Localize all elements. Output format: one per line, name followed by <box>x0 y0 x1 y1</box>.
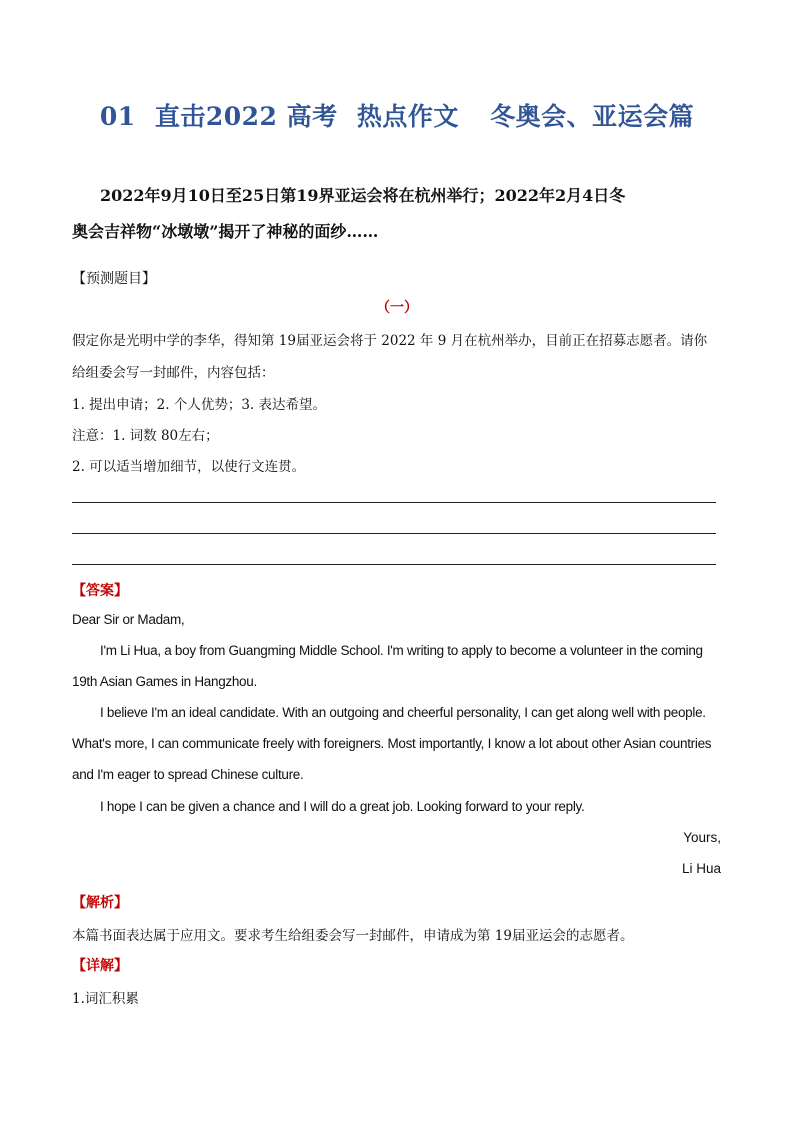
intro-line-1: 2022年9月10日至25日第19界亚运会将在杭州举行；2022年2月4日冬 <box>100 186 626 205</box>
letter-p1-line-2: 19th Asian Games in Hangzhou. <box>72 674 257 689</box>
answer-line-3 <box>72 564 716 565</box>
letter-closing: Yours, <box>683 830 721 845</box>
prompt-line-2: 给组委会写一封邮件，内容包括： <box>72 365 275 381</box>
letter-salutation: Dear Sir or Madam, <box>72 612 185 627</box>
title-part-3: 冬奥会、亚运会篇 <box>490 102 695 131</box>
answer-line-2 <box>72 533 716 534</box>
letter-p2-line-3: and I'm eager to spread Chinese culture. <box>72 767 304 782</box>
section-label-answer: 【答案】 <box>72 583 128 599</box>
letter-p3-line-1: I hope I can be given a chance and I will do a great job. Looking forward to your reply. <box>100 799 585 814</box>
detail-item-1: 1.词汇积累 <box>72 991 139 1007</box>
letter-p1-line-1: I'm Li Hua, a boy from Guangming Middle School. I'm writing to apply to become a volunteer in the coming <box>100 643 703 658</box>
prompt-line-4: 注意：1. 词数 80左右； <box>72 428 219 444</box>
title-part-1: 直击2022 高考 <box>154 102 338 131</box>
intro-paragraph <box>72 178 722 250</box>
analysis-text: 本篇书面表达属于应用文。要求考生给组委会写一封邮件，申请成为第 19届亚运会的志愿者。 <box>72 928 634 944</box>
prompt-line-5: 2. 可以适当增加细节，以使行文连贯。 <box>72 459 306 475</box>
answer-line-1 <box>72 502 716 503</box>
prompt-line-1: 假定你是光明中学的李华，得知第 19届亚运会将于 2022 年 9 月在杭州举办，目前正在招募志愿者。请你 <box>72 333 708 349</box>
letter-p2-line-1: I believe I'm an ideal candidate. With an outgoing and cheerful personality, I can get along well with people. <box>100 705 706 720</box>
title-number: 01 <box>99 102 136 131</box>
intro-line-2: 奥会吉祥物“冰墩墩”揭开了神秘的面纱…… <box>72 222 379 241</box>
section-label-detail: 【详解】 <box>72 958 128 974</box>
letter-signature: Li Hua <box>681 861 721 876</box>
letter-p2-line-2: What's more, I can communicate freely with foreigners. Most importantly, I know a lot about other Asian countries <box>72 736 712 751</box>
prompt-line-3: 1. 提出申请；2. 个人优势；3. 表达希望。 <box>72 397 327 413</box>
section-label-predict: 【预测题目】 <box>72 271 156 287</box>
title-part-2: 热点作文 <box>356 102 459 131</box>
page-title <box>0 97 794 133</box>
question-subheading: （一） <box>376 300 418 316</box>
section-label-analysis: 【解析】 <box>72 895 128 911</box>
